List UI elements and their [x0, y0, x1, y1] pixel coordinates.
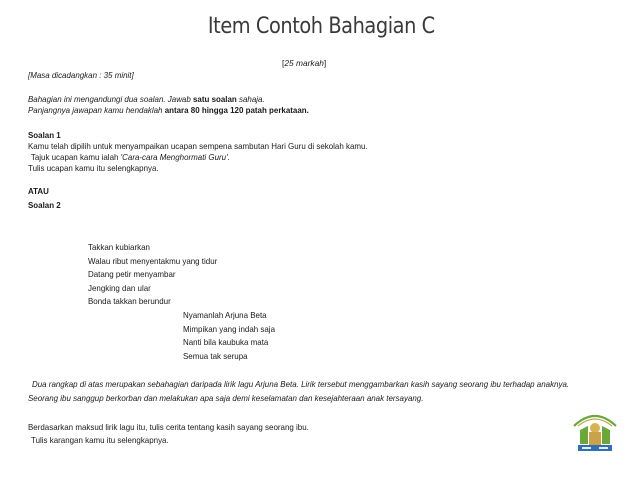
poem-line: Mimpikan yang indah saja — [183, 323, 276, 334]
q1-line-2 — [28, 152, 589, 163]
q2-description-2: Seorang ibu sanggup berkorban dan melakukan apa saja demi keselamatan dan kesejahteraan anak tersayang. — [28, 393, 424, 403]
intro-text: Bahagian ini mengandungi dua soalan. Jawab — [28, 94, 194, 104]
q2-heading: Soalan 2 — [28, 200, 61, 210]
document-body — [28, 56, 589, 211]
q1-line-3: Tulis ucapan kamu itu selengkapnya. — [28, 163, 159, 173]
poem-line: Semua tak serupa — [183, 350, 248, 361]
intro-bold: satu soalan — [193, 94, 237, 104]
poem-line: Jengking dan ular — [88, 282, 151, 293]
poem-line: Walau ribut menyentakmu yang tidur — [88, 255, 218, 266]
q1-line-1: Kamu telah dipilih untuk menyampaikan ucapan sempena sambutan Hari Guru di sekolah kamu. — [28, 141, 368, 151]
q2-task-1: Berdasarkan maksud lirik lagu itu, tulis cerita tentang kasih sayang seorang ibu. — [28, 422, 309, 432]
marks-value: 25 markah — [284, 58, 324, 68]
intro-line-1 — [28, 94, 589, 105]
poem-stanza-1 — [88, 241, 217, 309]
intro-text-end: sahaja. — [236, 94, 265, 104]
poem-line: Datang petir menyambar — [88, 269, 176, 280]
q2-task-2: Tulis karangan kamu itu selengkapnya. — [31, 435, 169, 445]
intro-line-2 — [28, 105, 589, 116]
time-allocation: [Masa dicadangkan : 35 minit] — [28, 70, 134, 80]
q1-topic-prefix: Tajuk ucapan kamu ialah — [30, 152, 121, 162]
slide-title: Item Contoh Bahagian C — [207, 14, 435, 39]
intro-text-2: Panjangnya jawapan kamu hendaklah — [28, 105, 165, 115]
q1-topic: 'Cara-cara Menghormati Guru'. — [120, 152, 230, 162]
poem-line: Nyamanlah Arjuna Beta — [183, 310, 267, 320]
poem-stanza-2 — [183, 309, 275, 363]
q1-heading: Soalan 1 — [28, 130, 61, 140]
poem-line: Bonda takkan berundur — [88, 296, 171, 307]
or-label: ATAU — [28, 186, 49, 196]
intro-bold-2: antara 80 hingga 120 patah perkataan. — [164, 105, 309, 115]
school-emblem-icon — [568, 404, 622, 456]
poem-line: Nanti bila kaubuka mata — [183, 337, 269, 348]
marks-label: [25 markah] — [282, 58, 327, 68]
poem-line: Takkan kubiarkan — [88, 242, 150, 252]
q2-description-1: Dua rangkap di atas merupakan sebahagian daripada lirik lagu Arjuna Beta. Lirik tersebut menggambarkan kasih sayang seorang ibu terhadap anaknya. — [32, 379, 570, 389]
